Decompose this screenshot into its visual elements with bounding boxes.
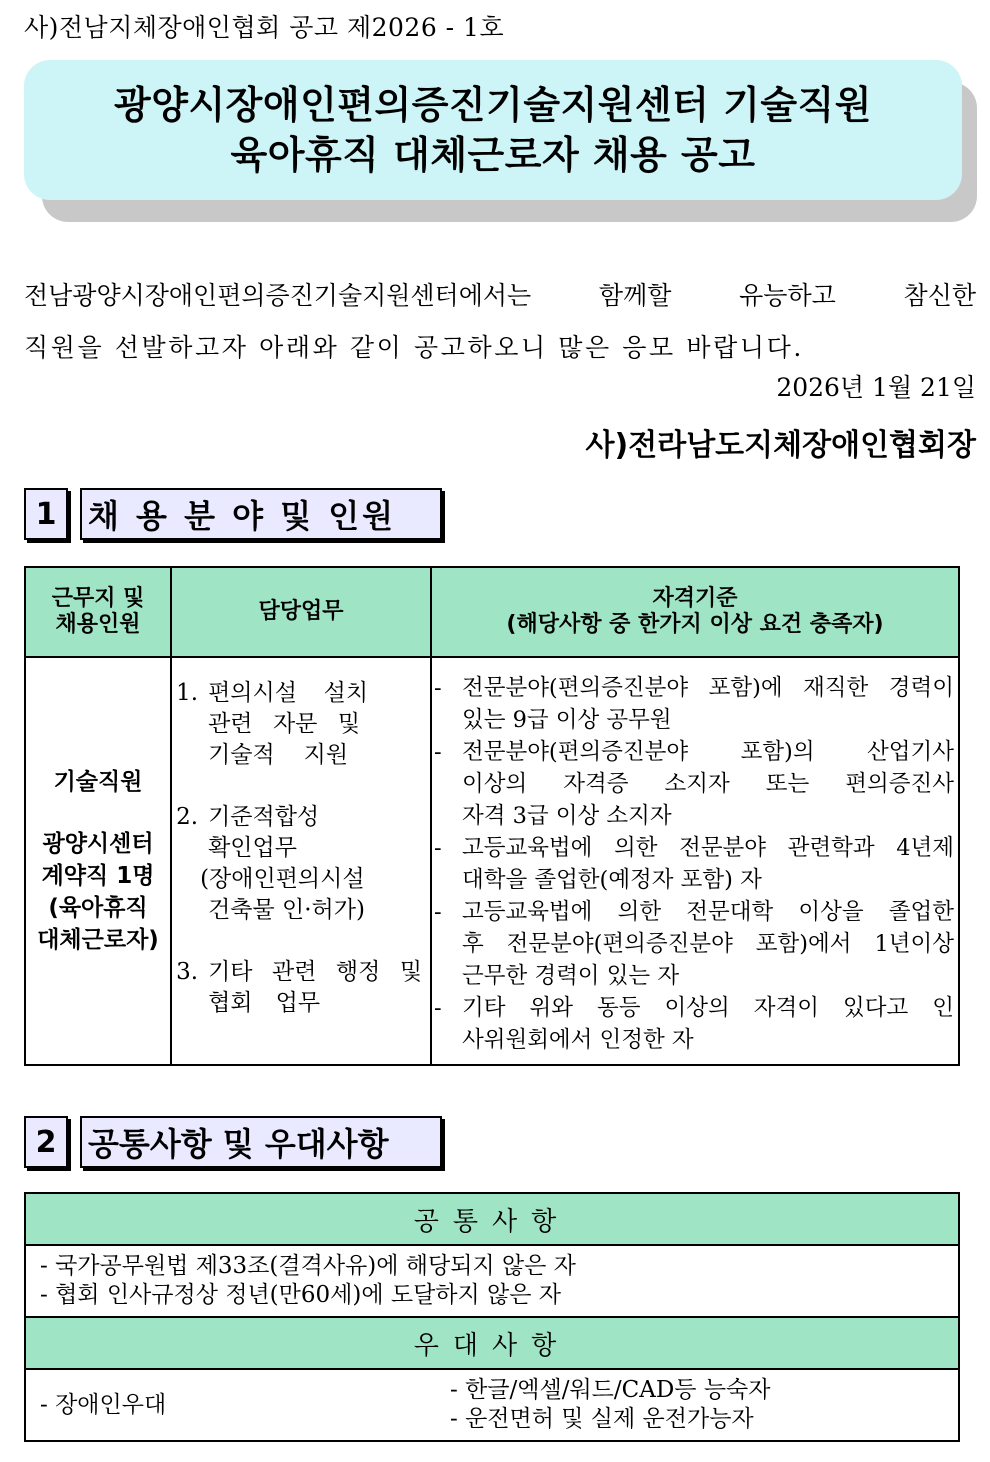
preference-right	[450, 1376, 770, 1434]
common-items	[25, 1245, 959, 1317]
notice-date: 2026년 1월 21일	[776, 373, 976, 402]
intro-line-1: 전남광양시장애인편의증진기술지원센터에서는 함께할 유능하고 참신한	[24, 281, 976, 310]
preference-items	[25, 1369, 959, 1441]
qualifications-cell	[431, 657, 959, 1065]
duties-cell	[171, 657, 431, 1065]
list-item: - 국가공무원법 제33조(결격사유)에 해당되지 않은 자	[40, 1253, 576, 1279]
section-number: 2	[24, 1116, 68, 1168]
qualification-item: - 고등교육법에 의한 전문대학 이상을 졸업한 후 전문분야(편의증진분야 포함)에서 1년이상 근무한 경력이 있는 자	[433, 899, 954, 989]
duty-item: 2. 기준적합성 확인업무 (장애인편의시설 건축물 인·허가)	[176, 804, 365, 923]
duty-item: 3. 기타 관련 행정 및 협회 업무	[176, 959, 423, 1016]
recruitment-table	[24, 566, 960, 1066]
qualification-item: - 기타 위와 동등 이상의 자격이 있다고 인 사위원회에서 인정한 자	[433, 995, 954, 1053]
section-number: 1	[24, 488, 68, 540]
section-title: 공통사항 및 우대사항	[80, 1116, 442, 1168]
section-2-heading	[24, 1116, 442, 1168]
list-item: - 협회 인사규정상 정년(만60세)에 도달하지 않은 자	[40, 1282, 561, 1308]
preference-header: 우대사항	[25, 1317, 959, 1369]
intro-line-2: 직원을 선발하고자 아래와 같이 공고하오니 많은 응모 바랍니다.	[24, 333, 804, 362]
section-title: 채 용 분 야 및 인원	[80, 488, 442, 540]
title-line-1: 광양시장애인편의증진기술지원센터 기술직원	[114, 83, 872, 127]
qualification-item: - 전문분야(편의증진분야 포함)에 재직한 경력이 있는 9급 이상 공무원	[433, 675, 954, 733]
section-1-heading	[24, 488, 442, 540]
title-line-2: 육아휴직 대체근로자 채용 공고	[230, 133, 756, 177]
header-qualifications: 자격기준 (해당사항 중 한가지 이상 요건 충족자)	[431, 567, 959, 657]
position-cell: 기술직원 광양시센터 계약직 1명 (육아휴직 대체근로자)	[25, 657, 171, 1065]
title-banner	[24, 60, 962, 200]
table-header-row	[25, 567, 959, 657]
header-workplace: 근무지 및 채용인원	[25, 567, 171, 657]
table-row	[25, 657, 959, 1065]
qualification-item: - 전문분야(편의증진분야 포함)의 산업기사 이상의 자격증 소지자 또는 편의증진사 자격 3급 이상 소지자	[433, 739, 954, 829]
intro-paragraph	[24, 270, 976, 374]
notice-number: 사)전남지체장애인협회 공고 제2026 - 1호	[24, 13, 505, 42]
list-item: - 운전면허 및 실제 운전가능자	[450, 1406, 754, 1432]
list-item: - 한글/엑셀/워드/CAD등 능숙자	[450, 1377, 771, 1403]
qualification-item: - 고등교육법에 의한 전문분야 관련학과 4년제 대학을 졸업한(예정자 포함) 자	[433, 835, 954, 893]
common-header: 공통사항	[25, 1193, 959, 1245]
issuer: 사)전라남도지체장애인협회장	[585, 428, 976, 463]
header-duties: 담당업무	[171, 567, 431, 657]
common-preference-table	[24, 1192, 960, 1442]
position-title: 기술직원	[53, 769, 143, 795]
duty-item: 1. 편의시설 설치 관련 자문 및 기술적 지원	[176, 680, 369, 768]
preference-left: - 장애인우대	[40, 1391, 167, 1418]
